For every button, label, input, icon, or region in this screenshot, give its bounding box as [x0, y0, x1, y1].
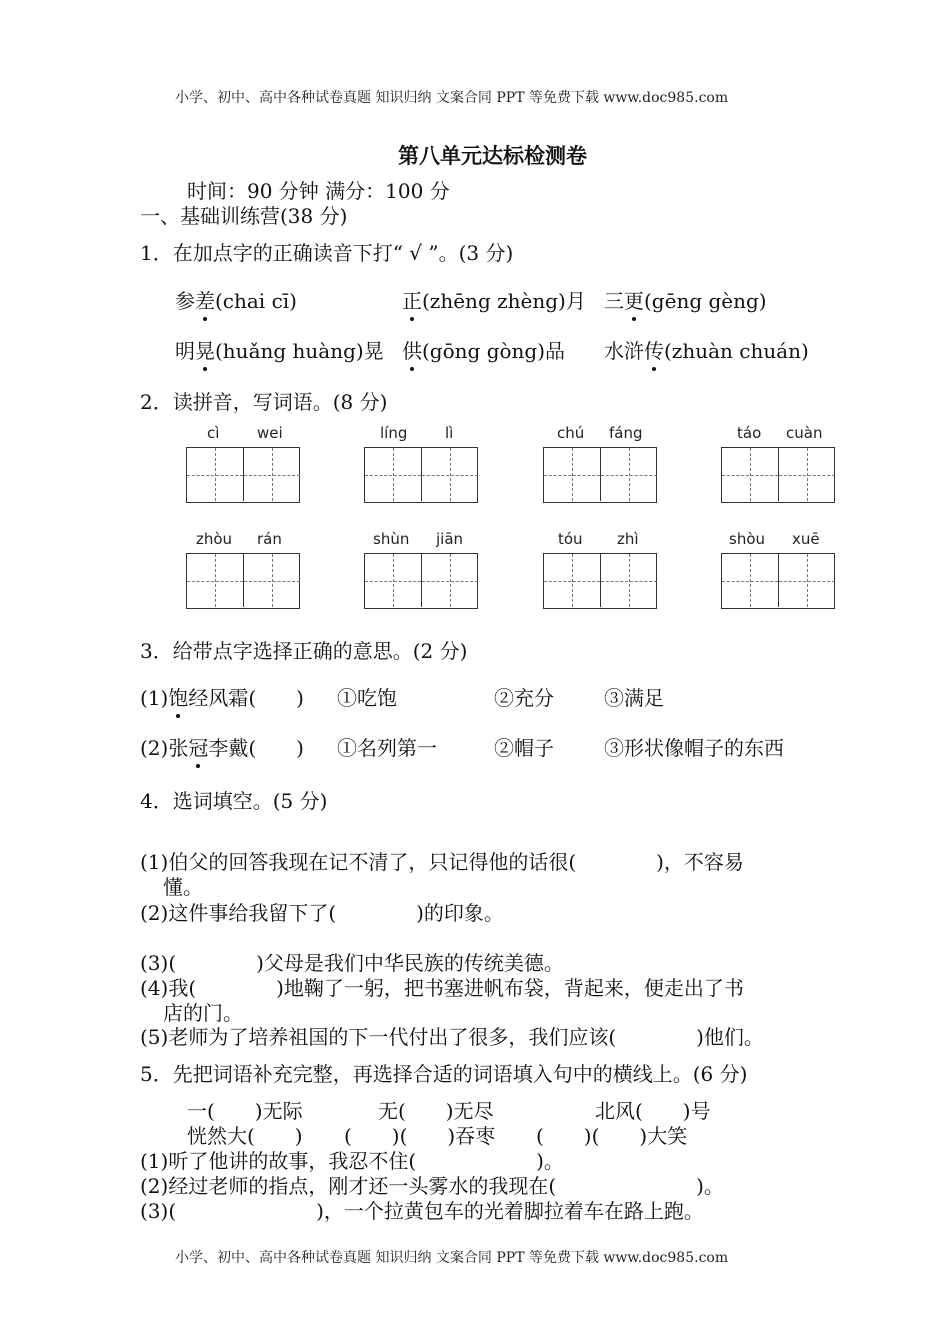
q5-word: 一( )无际	[187, 1099, 303, 1123]
writing-grid[interactable]	[721, 447, 835, 503]
question-2-label: 2．读拼音，写词语。(8 分)	[140, 390, 388, 414]
writing-grid[interactable]	[186, 447, 300, 503]
q3-option: ①名列第一	[337, 736, 437, 760]
q3-option: ①吃饱	[337, 686, 397, 710]
q5-sentence: (2)经过老师的指点，刚才还一头雾水的我现在( )。	[140, 1174, 724, 1198]
q4-sentence: (3)( )父母是我们中华民族的传统美德。	[140, 951, 564, 975]
pinyin: shùn	[373, 530, 410, 548]
pinyin: zhì	[617, 530, 639, 548]
pinyin: wei	[257, 424, 283, 442]
dotted-char: 传	[644, 335, 664, 364]
question-1-label: 1．在加点字的正确读音下打“ √ ”。(3 分)	[140, 241, 514, 265]
dotted-char: 供	[402, 335, 422, 364]
pinyin: líng	[380, 424, 408, 442]
q1-item: 三更(gēng gèng)	[604, 285, 767, 314]
pinyin: rán	[257, 530, 282, 548]
q1-item: 水浒传(zhuàn chuán)	[604, 335, 809, 364]
dotted-char: 饱	[168, 682, 188, 711]
q3-item: (2)张冠李戴( )	[140, 732, 304, 761]
pinyin: cuàn	[786, 424, 823, 442]
pinyin: jiān	[436, 530, 464, 548]
writing-grid[interactable]	[364, 553, 478, 609]
page-header: 小学、初中、高中各种试卷真题 知识归纳 文案合同 PPT 等免费下载 www.doc985.com	[175, 90, 729, 106]
writing-grid[interactable]	[543, 447, 657, 503]
section-heading: 一、基础训练营(38 分)	[140, 204, 348, 228]
q5-word: ( )( )大笑	[536, 1124, 688, 1148]
exam-info: 时间：90 分钟 满分：100 分	[187, 179, 450, 203]
q5-sentence: (3)( )，一个拉黄包车的光着脚拉着车在路上跑。	[140, 1199, 704, 1223]
page-footer: 小学、初中、高中各种试卷真题 知识归纳 文案合同 PPT 等免费下载 www.doc985.com	[175, 1250, 729, 1266]
q4-sentence: (1)伯父的回答我现在记不清了，只记得他的话很( )，不容易	[140, 850, 744, 874]
dotted-char: 冠	[188, 732, 208, 761]
q1-item: 正(zhēng zhèng)月	[402, 285, 586, 314]
writing-grid[interactable]	[364, 447, 478, 503]
q5-word: ( )( )吞枣	[344, 1124, 496, 1148]
page-title: 第八单元达标检测卷	[398, 143, 587, 168]
writing-grid[interactable]	[186, 553, 300, 609]
q4-sentence: 懂。	[163, 875, 203, 899]
question-4-label: 4．选词填空。(5 分)	[140, 789, 328, 813]
q4-sentence: (5)老师为了培养祖国的下一代付出了很多，我们应该( )他们。	[140, 1025, 764, 1049]
q3-option: ③满足	[604, 686, 664, 710]
q3-option: ②帽子	[494, 736, 554, 760]
q1-item: 明晃(huǎng huàng)晃	[175, 335, 384, 364]
question-5-label: 5．先把词语补充完整，再选择合适的词语填入句中的横线上。(6 分)	[140, 1062, 748, 1086]
pinyin: lì	[445, 424, 454, 442]
q1-item: 供(gōng gòng)品	[402, 335, 565, 364]
q4-sentence: (4)我( )地鞠了一躬，把书塞进帆布袋，背起来，便走出了书	[140, 976, 744, 1000]
q5-word: 恍然大( )	[187, 1124, 303, 1148]
pinyin: xuē	[792, 530, 820, 548]
pinyin: shòu	[729, 530, 766, 548]
pinyin: fáng	[609, 424, 643, 442]
question-3-label: 3．给带点字选择正确的意思。(2 分)	[140, 639, 468, 663]
dotted-char: 更	[624, 285, 644, 314]
pinyin: cì	[207, 424, 220, 442]
q5-sentence: (1)听了他讲的故事，我忍不住( )。	[140, 1149, 564, 1173]
q4-sentence: (2)这件事给我留下了( )的印象。	[140, 901, 504, 925]
q5-word: 无( )无尽	[378, 1099, 494, 1123]
q4-sentence: 店的门。	[163, 1001, 243, 1025]
dotted-char: 差	[195, 285, 215, 314]
pinyin: tóu	[558, 530, 583, 548]
writing-grid[interactable]	[721, 553, 835, 609]
q3-option: ③形状像帽子的东西	[604, 736, 784, 760]
pinyin: chú	[557, 424, 585, 442]
dotted-char: 晃	[195, 335, 215, 364]
writing-grid[interactable]	[543, 553, 657, 609]
q3-option: ②充分	[494, 686, 554, 710]
pinyin: táo	[737, 424, 762, 442]
pinyin: zhòu	[196, 530, 233, 548]
q1-item: 参差(chai cī)	[175, 285, 297, 314]
q3-item: (1)饱经风霜( )	[140, 682, 304, 711]
q5-word: 北风( )号	[595, 1099, 711, 1123]
dotted-char: 正	[402, 285, 422, 314]
